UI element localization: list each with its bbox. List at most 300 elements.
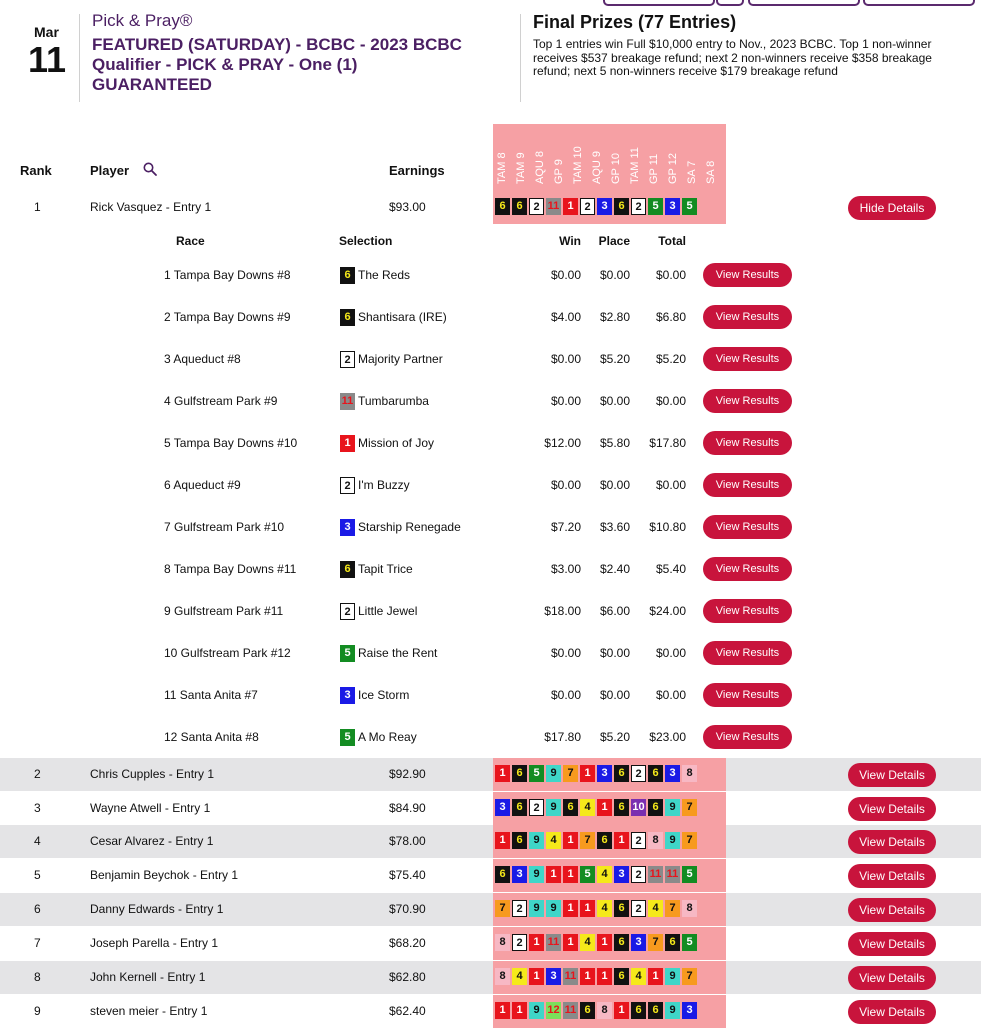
saddle-number-badge: 1	[580, 900, 595, 917]
saddle-number-badge: 1	[597, 934, 612, 951]
saddle-number-badge: 1	[546, 866, 561, 883]
saddle-number-badge: 9	[546, 765, 561, 782]
saddle-number-badge: 1	[563, 900, 578, 917]
race-name: 3 Aqueduct #8	[164, 352, 241, 366]
race-label: AQU 9	[591, 150, 603, 184]
view-results-button[interactable]: View Results	[703, 599, 792, 623]
details-win-header: Win	[559, 234, 581, 248]
view-details-button[interactable]: View Details	[848, 1000, 936, 1024]
saddle-number-badge: 5	[340, 729, 355, 746]
race-name: 9 Gulfstream Park #11	[164, 604, 284, 618]
saddle-number-badge: 3	[614, 866, 629, 883]
place-amount: $0.00	[599, 394, 630, 408]
total-amount: $17.80	[649, 436, 686, 450]
rank-cell: 6	[34, 902, 41, 916]
horse-name: The Reds	[358, 268, 411, 282]
player-name[interactable]: Danny Edwards - Entry 1	[90, 902, 224, 916]
view-results-button[interactable]: View Results	[703, 725, 792, 749]
earnings-cell: $93.00	[389, 200, 426, 214]
saddle-number-badge: 3	[665, 198, 680, 215]
saddle-number-badge: 6	[614, 968, 629, 985]
win-amount: $0.00	[550, 268, 581, 282]
picks-list	[495, 832, 697, 850]
detail-row	[0, 254, 981, 296]
place-amount: $5.80	[599, 436, 630, 450]
table-row	[0, 893, 981, 926]
total-amount: $6.80	[655, 310, 686, 324]
saddle-number-badge: 2	[580, 198, 595, 215]
player-name[interactable]: Cesar Alvarez - Entry 1	[90, 834, 214, 848]
place-amount: $0.00	[599, 688, 630, 702]
picks-list	[495, 1002, 697, 1020]
saddle-number-badge: 2	[631, 866, 646, 883]
place-amount: $0.00	[599, 268, 630, 282]
saddle-number-badge: 3	[682, 1002, 697, 1019]
race-column-header	[497, 124, 508, 184]
win-amount: $17.80	[544, 730, 581, 744]
saddle-number-badge: 9	[665, 799, 680, 816]
horse-name: Mission of Joy	[358, 436, 435, 450]
place-amount: $5.20	[599, 352, 630, 366]
race-name: 1 Tampa Bay Downs #8	[164, 268, 291, 282]
saddle-number-badge: 7	[495, 900, 510, 917]
saddle-number-badge: 2	[631, 900, 646, 917]
earnings-header: Earnings	[389, 163, 445, 178]
win-amount: $0.00	[550, 688, 581, 702]
saddle-number-badge: 5	[648, 198, 663, 215]
selection	[340, 254, 410, 296]
race-column-header	[687, 124, 698, 184]
saddle-number-badge: 4	[631, 968, 646, 985]
race-label: GP 9	[553, 159, 565, 184]
earnings-cell: $92.90	[389, 767, 426, 781]
race-label: TAM 9	[515, 152, 527, 184]
view-results-button[interactable]: View Results	[703, 641, 792, 665]
race-name: 11 Santa Anita #7	[164, 688, 258, 702]
rank-header: Rank	[20, 163, 52, 178]
saddle-number-badge: 9	[665, 968, 680, 985]
race-label: AQU 8	[534, 150, 546, 184]
view-results-button[interactable]: View Results	[703, 431, 792, 455]
selection	[340, 590, 417, 632]
saddle-number-badge: 4	[597, 866, 612, 883]
player-name[interactable]: Chris Cupples - Entry 1	[90, 767, 215, 781]
saddle-number-badge: 5	[580, 866, 595, 883]
picks-list	[495, 765, 697, 783]
player-name[interactable]: Joseph Parella - Entry 1	[90, 936, 219, 950]
place-amount: $0.00	[599, 646, 630, 660]
saddle-number-badge: 5	[682, 934, 697, 951]
selection	[340, 632, 437, 674]
rank-cell: 1	[34, 200, 41, 214]
top-nav-button-2[interactable]	[716, 0, 744, 6]
saddle-number-badge: 8	[495, 968, 510, 985]
win-amount: $0.00	[550, 646, 581, 660]
saddle-number-badge: 6	[614, 198, 629, 215]
saddle-number-badge: 11	[563, 968, 578, 985]
earnings-cell: $70.90	[389, 902, 426, 916]
view-results-button[interactable]: View Results	[703, 389, 792, 413]
saddle-number-badge: 6	[614, 934, 629, 951]
saddle-number-badge: 3	[340, 687, 355, 704]
horse-name: Raise the Rent	[358, 646, 438, 660]
selection	[340, 338, 443, 380]
view-results-button[interactable]: View Results	[703, 347, 792, 371]
saddle-number-badge: 7	[648, 934, 663, 951]
win-amount: $3.00	[550, 562, 581, 576]
table-row	[0, 859, 981, 892]
selection	[340, 464, 410, 506]
total-amount: $0.00	[655, 268, 686, 282]
saddle-number-badge: 6	[340, 267, 355, 284]
view-details-button[interactable]: View Details	[848, 864, 936, 888]
selection	[340, 716, 417, 758]
view-details-button[interactable]: View Details	[848, 966, 936, 990]
total-amount: $23.00	[649, 730, 686, 744]
saddle-number-badge: 10	[631, 799, 646, 816]
race-column-header	[592, 124, 603, 184]
saddle-number-badge: 2	[631, 198, 646, 215]
detail-row	[0, 296, 981, 338]
saddle-number-badge: 8	[682, 900, 697, 917]
saddle-number-badge: 6	[563, 799, 578, 816]
race-name: 2 Tampa Bay Downs #9	[164, 310, 291, 324]
saddle-number-badge: 4	[597, 900, 612, 917]
saddle-number-badge: 6	[512, 799, 527, 816]
detail-row	[0, 338, 981, 380]
table-row	[0, 191, 981, 224]
saddle-number-badge: 2	[512, 900, 527, 917]
race-column-header	[649, 124, 660, 184]
saddle-number-badge: 6	[614, 799, 629, 816]
saddle-number-badge: 1	[563, 934, 578, 951]
view-results-button[interactable]: View Results	[703, 263, 792, 287]
view-details-button[interactable]: View Details	[848, 830, 936, 854]
win-amount: $4.00	[550, 310, 581, 324]
race-name: 10 Gulfstream Park #12	[164, 646, 291, 660]
rank-cell: 3	[34, 801, 41, 815]
place-amount: $0.00	[599, 478, 630, 492]
saddle-number-badge: 9	[529, 900, 544, 917]
picks-list	[495, 934, 697, 952]
header-divider	[79, 14, 80, 102]
saddle-number-badge: 6	[580, 1002, 595, 1019]
saddle-number-badge: 1	[648, 968, 663, 985]
selection	[340, 380, 429, 422]
saddle-number-badge: 6	[614, 765, 629, 782]
place-amount: $2.40	[599, 562, 630, 576]
detail-row	[0, 716, 981, 758]
saddle-number-badge: 6	[495, 866, 510, 883]
view-results-button[interactable]: View Results	[703, 683, 792, 707]
saddle-number-badge: 3	[512, 866, 527, 883]
selection	[340, 422, 434, 464]
saddle-number-badge: 8	[682, 765, 697, 782]
prizes-title: Final Prizes (77 Entries)	[533, 12, 737, 32]
total-amount: $5.40	[655, 562, 686, 576]
race-label: GP 12	[667, 153, 679, 184]
horse-name: Little Jewel	[358, 604, 418, 618]
saddle-number-badge: 7	[682, 832, 697, 849]
horse-name: Starship Renegade	[358, 520, 461, 534]
selection	[340, 506, 461, 548]
total-amount: $0.00	[655, 688, 686, 702]
race-name: 6 Aqueduct #9	[164, 478, 241, 492]
saddle-number-badge: 11	[546, 934, 561, 951]
saddle-number-badge: 6	[648, 765, 663, 782]
table-row	[0, 825, 981, 858]
saddle-number-badge: 4	[580, 934, 595, 951]
saddle-number-badge: 3	[340, 519, 355, 536]
detail-row	[0, 548, 981, 590]
saddle-number-badge: 11	[340, 393, 355, 410]
saddle-number-badge: 1	[495, 832, 510, 849]
saddle-number-badge: 1	[580, 765, 595, 782]
race-label: GP 11	[648, 153, 660, 184]
race-label: TAM 10	[572, 146, 584, 184]
race-column-header	[706, 124, 717, 184]
win-amount: $12.00	[544, 436, 581, 450]
picks-list	[495, 799, 697, 817]
view-results-button[interactable]: View Results	[703, 557, 792, 581]
saddle-number-badge: 11	[563, 1002, 578, 1019]
earnings-cell: $84.90	[389, 801, 426, 815]
horse-name: A Mo Reay	[358, 730, 417, 744]
earnings-cell: $75.40	[389, 868, 426, 882]
race-name: 7 Gulfstream Park #10	[164, 520, 285, 534]
saddle-number-badge: 11	[546, 198, 561, 215]
saddle-number-badge: 5	[682, 198, 697, 215]
player-name[interactable]: steven meier - Entry 1	[90, 1004, 208, 1018]
detail-row	[0, 632, 981, 674]
date-month: Mar	[34, 24, 59, 40]
win-amount: $0.00	[550, 394, 581, 408]
race-column-header	[516, 124, 527, 184]
saddle-number-badge: 7	[665, 900, 680, 917]
place-amount: $2.80	[599, 310, 630, 324]
rank-cell: 9	[34, 1004, 41, 1018]
saddle-number-badge: 4	[648, 900, 663, 917]
horse-name: Shantisara (IRE)	[358, 310, 447, 324]
race-column-header	[554, 124, 565, 184]
picks-list	[495, 198, 697, 216]
saddle-number-badge: 2	[529, 198, 544, 215]
saddle-number-badge: 3	[631, 934, 646, 951]
date-day: 11	[28, 39, 67, 80]
saddle-number-badge: 1	[340, 435, 355, 452]
table-row	[0, 927, 981, 960]
saddle-number-badge: 2	[340, 603, 355, 620]
saddle-number-badge: 6	[512, 832, 527, 849]
race-column-header	[535, 124, 546, 184]
saddle-number-badge: 5	[340, 645, 355, 662]
view-results-button[interactable]: View Results	[703, 473, 792, 497]
total-amount: $24.00	[649, 604, 686, 618]
earnings-cell: $62.80	[389, 970, 426, 984]
view-details-button[interactable]: View Details	[848, 898, 936, 922]
picks-list	[495, 900, 697, 918]
saddle-number-badge: 5	[529, 765, 544, 782]
player-name[interactable]: Wayne Atwell - Entry 1	[90, 801, 211, 815]
saddle-number-badge: 1	[563, 198, 578, 215]
race-column-header	[611, 124, 622, 184]
saddle-number-badge: 7	[563, 765, 578, 782]
saddle-number-badge: 1	[529, 934, 544, 951]
total-amount: $5.20	[655, 352, 686, 366]
race-label: SA 7	[686, 160, 698, 184]
earnings-cell: $68.20	[389, 936, 426, 950]
saddle-number-badge: 7	[682, 968, 697, 985]
top-nav-button-3[interactable]	[748, 0, 860, 6]
total-amount: $0.00	[655, 394, 686, 408]
saddle-number-badge: 9	[665, 832, 680, 849]
saddle-number-badge: 6	[614, 900, 629, 917]
saddle-number-badge: 4	[512, 968, 527, 985]
selection	[340, 296, 447, 338]
detail-row	[0, 674, 981, 716]
saddle-number-badge: 6	[512, 198, 527, 215]
saddle-number-badge: 11	[665, 866, 680, 883]
earnings-cell: $62.40	[389, 1004, 426, 1018]
table-row	[0, 961, 981, 994]
horse-name: Majority Partner	[358, 352, 443, 366]
win-amount: $0.00	[550, 352, 581, 366]
race-name: 5 Tampa Bay Downs #10	[164, 436, 298, 450]
saddle-number-badge: 9	[529, 866, 544, 883]
saddle-number-badge: 7	[682, 799, 697, 816]
saddle-number-badge: 3	[597, 198, 612, 215]
saddle-number-badge: 2	[340, 477, 355, 494]
saddle-number-badge: 3	[495, 799, 510, 816]
details-selection-header: Selection	[339, 234, 393, 248]
saddle-number-badge: 6	[495, 198, 510, 215]
saddle-number-badge: 1	[614, 1002, 629, 1019]
saddle-number-badge: 9	[546, 799, 561, 816]
total-amount: $10.80	[649, 520, 686, 534]
rank-cell: 8	[34, 970, 41, 984]
horse-name: Tumbarumba	[358, 394, 429, 408]
player-header: Player	[90, 163, 130, 178]
race-column-header	[573, 124, 584, 184]
rank-cell: 4	[34, 834, 41, 848]
race-label: TAM 8	[496, 152, 508, 184]
rank-cell: 2	[34, 767, 41, 781]
race-label: GP 10	[610, 153, 622, 184]
detail-row	[0, 464, 981, 506]
saddle-number-badge: 1	[512, 1002, 527, 1019]
saddle-number-badge: 6	[597, 832, 612, 849]
race-column-header	[630, 124, 641, 184]
saddle-number-badge: 2	[512, 934, 527, 951]
player-name[interactable]: John Kernell - Entry 1	[90, 970, 206, 984]
saddle-number-badge: 1	[563, 832, 578, 849]
saddle-number-badge: 9	[665, 1002, 680, 1019]
top-nav-button-4[interactable]	[863, 0, 975, 6]
saddle-number-badge: 1	[495, 1002, 510, 1019]
saddle-number-badge: 1	[597, 799, 612, 816]
saddle-number-badge: 1	[529, 968, 544, 985]
saddle-number-badge: 8	[597, 1002, 612, 1019]
saddle-number-badge: 1	[597, 968, 612, 985]
win-amount: $7.20	[550, 520, 581, 534]
place-amount: $5.20	[599, 730, 630, 744]
saddle-number-badge: 4	[546, 832, 561, 849]
rank-cell: 5	[34, 868, 41, 882]
detail-row	[0, 422, 981, 464]
detail-row	[0, 506, 981, 548]
total-amount: $0.00	[655, 646, 686, 660]
view-details-button[interactable]: View Details	[848, 797, 936, 821]
prizes-text: Top 1 entries win Full $10,000 entry to Nov., 2023 BCBC. Top 1 non-winner receives $537 breakage refund; next 2 non-winners receive $358 breakage refund; next 5 non-winners receive $179 breakage refund	[533, 37, 932, 78]
saddle-number-badge: 4	[580, 799, 595, 816]
picks-list	[495, 968, 697, 986]
selection	[340, 548, 413, 590]
saddle-number-badge: 3	[665, 765, 680, 782]
saddle-number-badge: 3	[597, 765, 612, 782]
race-name: 4 Gulfstream Park #9	[164, 394, 278, 408]
view-results-button[interactable]: View Results	[703, 305, 792, 329]
horse-name: Ice Storm	[358, 688, 410, 702]
saddle-number-badge: 7	[580, 832, 595, 849]
saddle-number-badge: 1	[563, 866, 578, 883]
horse-name: I'm Buzzy	[358, 478, 410, 492]
race-name: 8 Tampa Bay Downs #11	[164, 562, 297, 576]
detail-row	[0, 590, 981, 632]
race-label: SA 8	[705, 160, 717, 184]
saddle-number-badge: 9	[546, 900, 561, 917]
details-race-header: Race	[176, 234, 205, 248]
rank-cell: 7	[34, 936, 41, 950]
saddle-number-badge: 3	[546, 968, 561, 985]
view-details-button[interactable]: View Details	[848, 763, 936, 787]
top-nav-button-1[interactable]	[603, 0, 715, 6]
view-results-button[interactable]: View Results	[703, 515, 792, 539]
hide-details-button[interactable]: Hide Details	[848, 196, 936, 220]
saddle-number-badge: 6	[512, 765, 527, 782]
detail-row	[0, 380, 981, 422]
win-amount: $0.00	[550, 478, 581, 492]
saddle-number-badge: 6	[340, 309, 355, 326]
player-name[interactable]: Benjamin Beychok - Entry 1	[90, 868, 239, 882]
table-row	[0, 792, 981, 825]
table-row	[0, 995, 981, 1028]
win-amount: $18.00	[544, 604, 581, 618]
saddle-number-badge: 1	[495, 765, 510, 782]
race-name: 12 Santa Anita #8	[164, 730, 259, 744]
brand-name: Pick & Pray®	[92, 11, 193, 30]
earnings-cell: $78.00	[389, 834, 426, 848]
saddle-number-badge: 6	[665, 934, 680, 951]
saddle-number-badge: 5	[682, 866, 697, 883]
details-total-header: Total	[658, 234, 686, 248]
prizes-divider	[520, 14, 521, 102]
saddle-number-badge: 9	[529, 832, 544, 849]
saddle-number-badge: 8	[495, 934, 510, 951]
saddle-number-badge: 1	[580, 968, 595, 985]
search-icon[interactable]	[142, 161, 158, 177]
saddle-number-badge: 6	[648, 1002, 663, 1019]
player-name[interactable]: Rick Vasquez - Entry 1	[90, 200, 212, 214]
details-place-header: Place	[598, 234, 630, 248]
total-amount: $0.00	[655, 478, 686, 492]
race-column-header	[668, 124, 679, 184]
saddle-number-badge: 1	[614, 832, 629, 849]
saddle-number-badge: 11	[648, 866, 663, 883]
table-row	[0, 758, 981, 791]
saddle-number-badge: 2	[631, 832, 646, 849]
saddle-number-badge: 2	[529, 799, 544, 816]
view-details-button[interactable]: View Details	[848, 932, 936, 956]
